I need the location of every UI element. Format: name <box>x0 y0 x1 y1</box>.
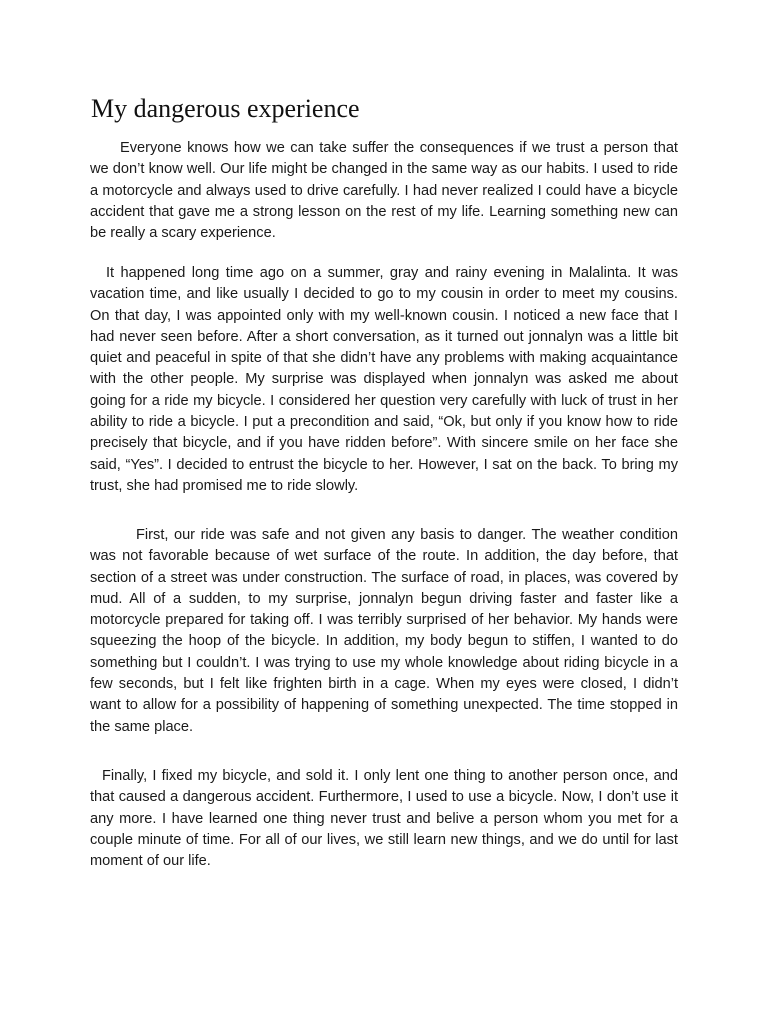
document-title: My dangerous experience <box>91 94 360 123</box>
paragraph-ride: First, our ride was safe and not given any basis to danger. The weather condition was not favorable because of wet surface of the route. In addition, the day before, that section of a street was under construction. The surface of road, in places, was covered by mud. All of a sudden, to my surprise, jonnalyn begun driving faster and faster like a motorcycle prepared for taking off. I was terribly surprised of her behavior. My hands were squeezing the hoop of the bicycle. In addition, my body begun to stiffen, I wanted to do something but I couldn’t. I was trying to use my whole knowledge about riding bicycle in a few seconds, but I felt like frighten birth in a cage. When my eyes were closed, I didn’t want to allow for a possibility of happening of something unexpected. The time stopped in the same place. <box>90 527 678 735</box>
paragraph-conclusion: Finally, I fixed my bicycle, and sold it. I only lent one thing to another person once, and that caused a dangerous accident. Furthermore, I used to use a bicycle. Now, I don’t use it any more. I have learned one thing never trust and belive a person whom you met for a couple minute of time. For all of our lives, we still learn new things, and we do until for last moment of our life. <box>90 768 678 870</box>
paragraph-story: It happened long time ago on a summer, gray and rainy evening in Malalinta. It was vacation time, and like usually I decided to go to my cousin in order to meet my cousins. On that day, I was appointed only with my well-known cousin. I noticed a new face that I had never seen before. After a short conversation, as it turned out jonnalyn was a little bit quiet and peaceful in spite of that she didn’t have any problems with making acquaintance with the other people. My surprise was displayed when jonnalyn was asked me about going for a ride my bicycle. I considered her question very carefully with luck of trust in her ability to ride a bicycle. I put a precondition and said, “Ok, but only if you know how to ride precisely that bicycle, and if you have ridden before”. With sincere smile on her face she said, “Yes”. I decided to entrust the bicycle to her. However, I sat on the back. To bring my trust, she had promised me to ride slowly. <box>90 265 678 494</box>
paragraph-intro: Everyone knows how we can take suffer the consequences if we trust a person that we don’t know well. Our life might be changed in the same way as our habits. I used to ride a motorcycle and always used to drive carefully. I had never realized I could have a bicycle accident that gave me a strong lesson on the rest of my life. Learning something new can be really a scary experience. <box>90 140 678 242</box>
